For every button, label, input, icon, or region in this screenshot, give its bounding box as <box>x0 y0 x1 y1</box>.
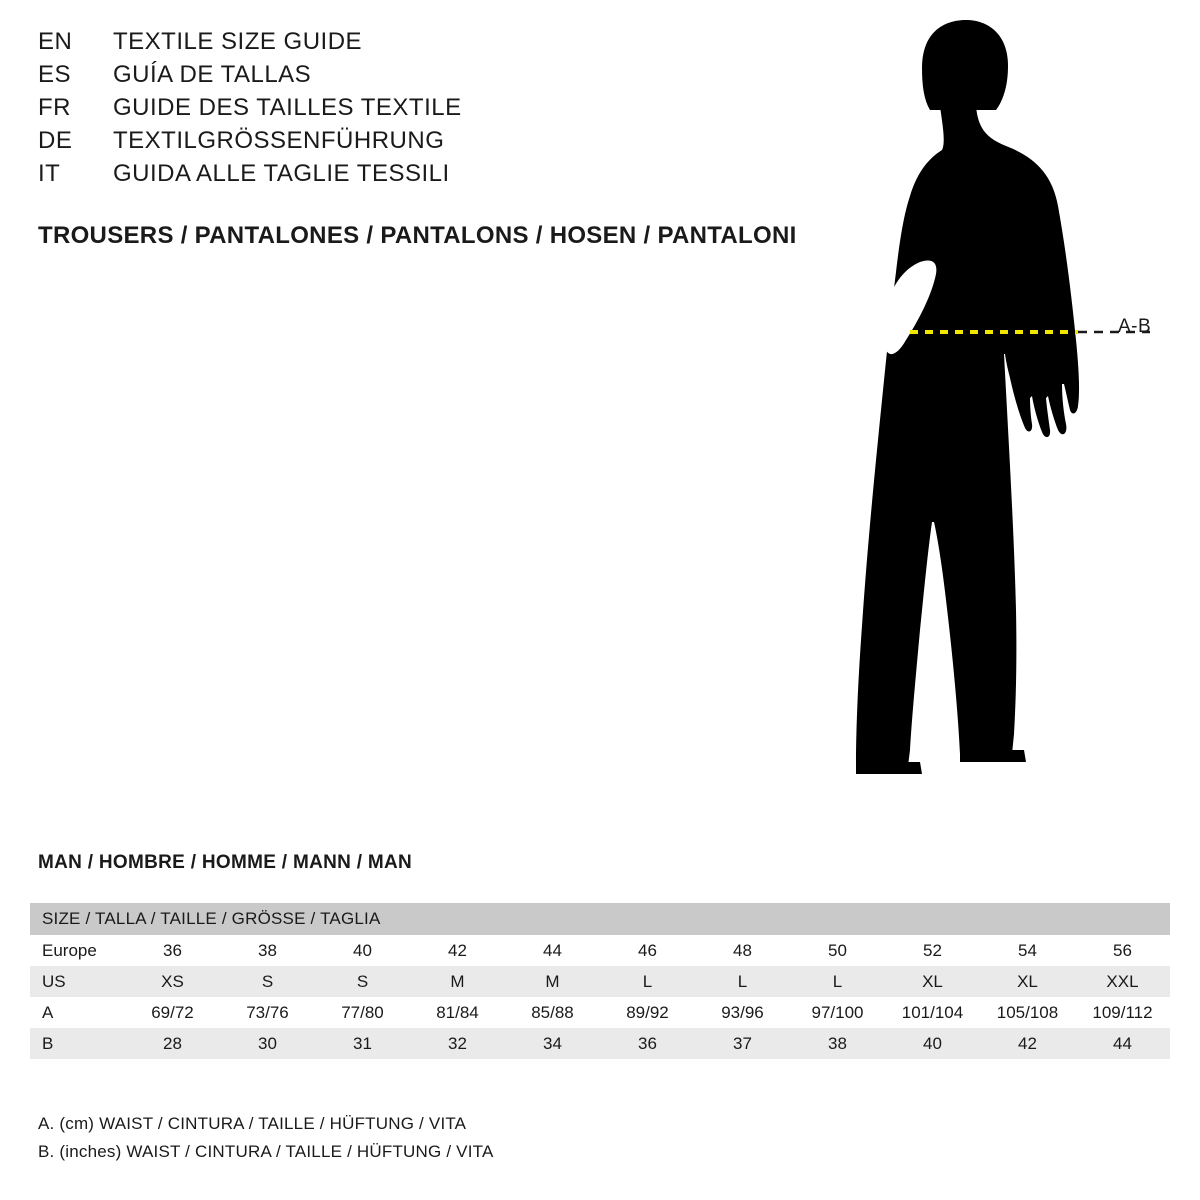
row-label: A <box>30 997 125 1028</box>
table-cell: 48 <box>695 935 790 966</box>
measure-label-ab: A-B <box>1118 316 1152 337</box>
language-code: IT <box>38 160 61 187</box>
language-row <box>38 61 798 94</box>
table-cell: 93/96 <box>695 997 790 1028</box>
table-cell: XXL <box>1075 966 1170 997</box>
table-cell: 81/84 <box>410 997 505 1028</box>
table-cell: 89/92 <box>600 997 695 1028</box>
table-cell: 77/80 <box>315 997 410 1028</box>
table-cell: 56 <box>1075 935 1170 966</box>
table-cell: XS <box>125 966 220 997</box>
language-text: GUIDA ALLE TAGLIE TESSILI <box>113 160 450 187</box>
table-cell: 32 <box>410 1028 505 1059</box>
language-code: EN <box>38 28 73 55</box>
table-cell: 50 <box>790 935 885 966</box>
table-cell: M <box>505 966 600 997</box>
table-cell: 105/108 <box>980 997 1075 1028</box>
row-label: B <box>30 1028 125 1059</box>
table-cell: L <box>600 966 695 997</box>
language-text: GUIDE DES TAILLES TEXTILE <box>113 94 462 121</box>
language-text: TEXTILE SIZE GUIDE <box>113 28 363 55</box>
size-table <box>30 903 1170 1059</box>
table-row <box>30 966 1170 997</box>
table-cell: S <box>220 966 315 997</box>
garment-type-title: TROUSERS / PANTALONES / PANTALONS / HOSEN / PANTALONI <box>38 222 797 249</box>
table-cell: 42 <box>410 935 505 966</box>
language-code: FR <box>38 94 71 121</box>
table-cell: M <box>410 966 505 997</box>
row-label: Europe <box>30 935 125 966</box>
language-text: GUÍA DE TALLAS <box>113 61 312 88</box>
table-cell: S <box>315 966 410 997</box>
table-cell: XL <box>885 966 980 997</box>
table-cell: L <box>790 966 885 997</box>
row-label: US <box>30 966 125 997</box>
table-cell: 28 <box>125 1028 220 1059</box>
table-cell: 101/104 <box>885 997 980 1028</box>
table-header-row <box>30 903 1170 935</box>
table-cell: 37 <box>695 1028 790 1059</box>
table-cell: 54 <box>980 935 1075 966</box>
man-silhouette-figure <box>810 10 1190 800</box>
table-cell: 109/112 <box>1075 997 1170 1028</box>
table-cell: 97/100 <box>790 997 885 1028</box>
table-cell: 40 <box>885 1028 980 1059</box>
table-cell: XL <box>980 966 1075 997</box>
table-cell: 52 <box>885 935 980 966</box>
table-cell: 85/88 <box>505 997 600 1028</box>
language-code: ES <box>38 61 72 88</box>
footnote-a: A. (cm) WAIST / CINTURA / TAILLE / HÜFTUNG / VITA <box>38 1114 467 1133</box>
language-text: TEXTILGRÖSSENFÜHRUNG <box>113 127 445 154</box>
table-row <box>30 997 1170 1028</box>
table-section-title: MAN / HOMBRE / HOMME / MANN / MAN <box>38 852 413 873</box>
table-cell: 73/76 <box>220 997 315 1028</box>
table-cell: 42 <box>980 1028 1075 1059</box>
table-cell: 36 <box>125 935 220 966</box>
table-cell: 40 <box>315 935 410 966</box>
table-cell: 69/72 <box>125 997 220 1028</box>
table-row <box>30 1028 1170 1059</box>
table-cell: 44 <box>1075 1028 1170 1059</box>
language-code: DE <box>38 127 73 154</box>
language-row <box>38 94 798 127</box>
table-cell: 46 <box>600 935 695 966</box>
language-row <box>38 28 798 61</box>
table-row <box>30 935 1170 966</box>
table-cell: 38 <box>790 1028 885 1059</box>
table-cell: 38 <box>220 935 315 966</box>
table-cell: L <box>695 966 790 997</box>
language-row <box>38 160 798 193</box>
language-row <box>38 127 798 160</box>
table-cell: 44 <box>505 935 600 966</box>
table-cell: 30 <box>220 1028 315 1059</box>
table-cell: 34 <box>505 1028 600 1059</box>
language-header-block <box>38 28 798 193</box>
table-header-label: SIZE / TALLA / TAILLE / GRÖSSE / TAGLIA <box>30 903 1170 935</box>
footnote-b: B. (inches) WAIST / CINTURA / TAILLE / HÜFTUNG / VITA <box>38 1142 494 1161</box>
table-cell: 36 <box>600 1028 695 1059</box>
footnotes <box>38 1110 494 1166</box>
table-cell: 31 <box>315 1028 410 1059</box>
